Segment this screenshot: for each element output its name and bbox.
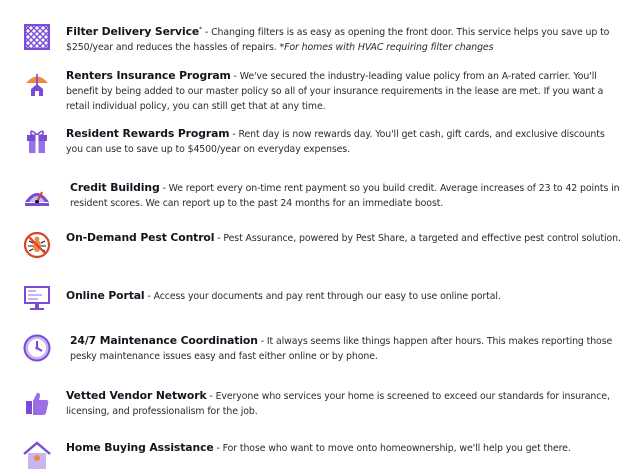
service-title: Filter Delivery Service [66,25,200,39]
air-filter-icon [22,22,52,52]
service-description: Rent day is now rewards day. You'll get cash, gift cards, and exclusive discounts you can use to save up to $4500/year on everyday expenses. [66,129,605,155]
service-text: Renters Insurance Program - We've secured the industry-leading value policy from an A-rated carrier. You'll benefit by being added to our master policy so all of your insurance requirements in the lease are met. If you want a retail individual policy, you can still get that at any time. [66,69,604,112]
service-description: Pest Assurance, powered by Pest Share, a targeted and effective pest control solution. [223,233,621,244]
clock-icon [22,333,52,363]
service-title: Renters Insurance Program [66,69,231,82]
service-text: On-Demand Pest Control - Pest Assurance, powered by Pest Share, a targeted and effective pest control solution. [66,231,621,244]
service-text: Home Buying Assistance - For those who want to move onto homeownership, we'll help you get there. [66,441,571,454]
service-title: 24/7 Maintenance Coordination [70,334,258,347]
credit-gauge-icon [22,180,52,210]
umbrella-house-icon [22,68,52,98]
service-text: 24/7 Maintenance Coordination - It always seems like things happen after hours. This makes reporting those pesky maintenance issues easy and fast either online or by phone. [70,334,613,362]
service-description: We've secured the industry-leading value policy from an A-rated carrier. You'll benefit by being added to our master policy so all of your insurance requirements in the lease are met. If you want a retail individual policy, you can still get that at any time. [66,71,604,112]
service-text: Online Portal - Access your documents and pay rent through our easy to use online portal. [66,289,501,302]
home-buying-icon [22,440,52,470]
service-title-superscript: * [199,26,203,33]
service-title: Credit Building [70,181,160,194]
service-title: Home Buying Assistance [66,441,214,454]
service-description: We report every on-time rent payment so you build credit. Average increases of 23 to 42 points in resident scores. We can report up to the past 24 months for an immediate boost. [70,183,620,209]
service-text: Credit Building - We report every on-time rent payment so you build credit. Average increases of 23 to 42 points in resident scores. We can report up to the past 24 months for an immediate boost. [70,181,620,209]
service-text: Filter Delivery Service* - Changing filters is as easy as opening the front door. This service helps you save up to $250/year and reduces the hassles of repairs. *For homes with HVAC requiring filter changes [66,25,610,54]
service-note: *For homes with HVAC requiring filter changes [279,42,494,54]
no-pest-icon [22,230,52,260]
computer-monitor-icon [22,283,52,313]
service-title: Resident Rewards Program [66,127,230,140]
service-title: Vetted Vendor Network [66,389,207,402]
gift-icon [22,126,52,156]
service-description: Changing filters is as easy as opening the front door. This service helps you save up to $250/year and reduces the hassles of repairs. [66,27,610,54]
service-text: Vetted Vendor Network - Everyone who services your home is screened to exceed our standards for insurance, licensing, and professionalism for the job. [66,389,610,417]
service-description: It always seems like things happen after hours. This makes reporting those pesky maintenance issues easy and fast either online or by phone. [70,336,613,362]
service-title: On-Demand Pest Control [66,231,215,244]
thumbs-up-icon [22,388,52,418]
service-text: Resident Rewards Program - Rent day is now rewards day. You'll get cash, gift cards, and exclusive discounts you can use to save up to $4500/year on everyday expenses. [66,127,605,155]
service-description: Access your documents and pay rent through our easy to use online portal. [153,291,501,302]
service-description: For those who want to move onto homeownership, we'll help you get there. [222,443,571,454]
service-description: Everyone who services your home is screened to exceed our standards for insurance, licensing, and professionalism for the job. [66,391,610,417]
service-title: Online Portal [66,289,145,302]
